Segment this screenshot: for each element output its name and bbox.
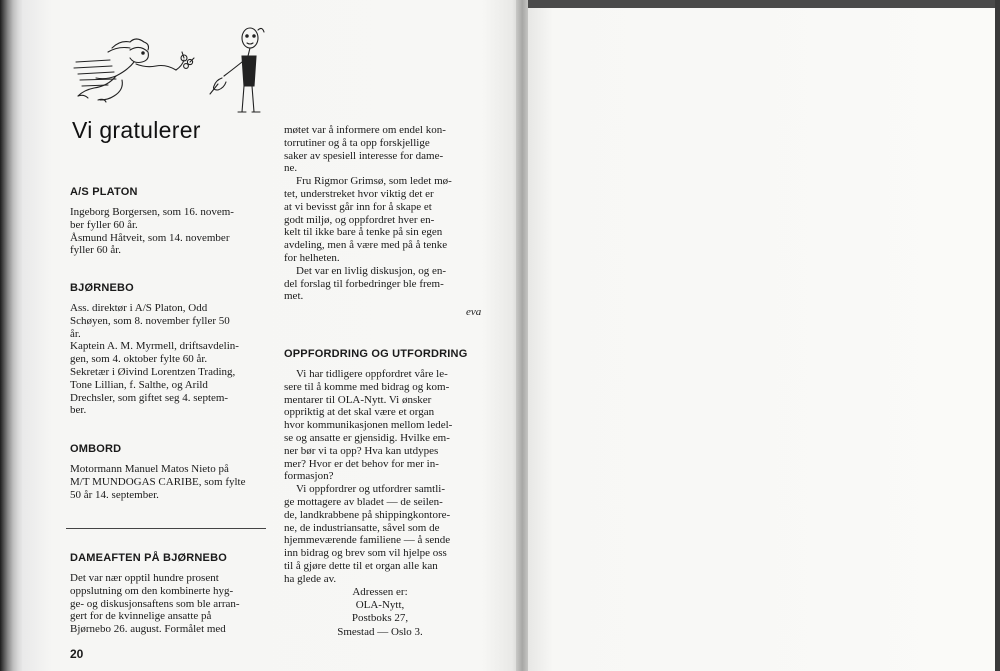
section-bjornebo-body [70,302,272,417]
text-line: ner bør vi ta opp? Hva kan utdypes [284,444,439,457]
text-line: møtet var å informere om endel kon- [284,124,446,136]
text-line: Ingeborg Borgersen, som 16. novem- [70,206,234,218]
contact-address [280,586,480,639]
section-ombord-body [70,463,272,501]
text-line: Vi oppfordrer og utfordrer samtli- [296,483,446,496]
text-line: M/T MUNDOGAS CARIBE, som fylte [70,475,246,488]
section-dameaften-body [70,572,272,636]
cartoon-illustration [72,22,282,118]
text-line: saker av spesiell interesse for dame- [284,149,444,162]
address-line: OLA-Nytt, [355,599,405,612]
text-line: se og ansatte er gjensidig. Hvilke em- [284,431,450,444]
dameaften-continuation [284,124,486,303]
text-line: sere til å komme med bidrag og kom- [284,380,450,393]
text-line: ne, de industriansatte, såvel som de [284,521,440,534]
text-line: Vi har tidligere oppfordret våre le- [296,368,448,380]
text-line: de, landkrabbene på shippingkontore- [284,508,451,521]
text-line: ne. [284,162,298,175]
text-line: met. [284,290,304,303]
heading-oppfordring: OPPFORDRING OG UTFORDRING [284,348,468,360]
text-line: til å gjøre dette til et organ alle kan [284,559,438,572]
author-signature: eva [466,306,482,318]
scan-edge-right [995,0,1000,671]
heading-dameaften: DAMEAFTEN PÅ BJØRNEBO [70,552,227,564]
text-line: kelt til ikke bare å tenke på sin egen [284,226,443,239]
address-line: Postboks 27, [351,612,409,625]
text-line: Schøyen, som 8. november fyller 50 [70,314,230,327]
page-title: Vi gratulerer [72,117,201,143]
text-line: Drechsler, som giftet seg 4. septem- [70,391,229,404]
text-line: avdeling, men å være med på å tenke [284,239,448,252]
text-line: Det var en livlig diskusjon, og en- [296,264,447,277]
scan-edge-top [528,0,1000,8]
text-line: Det var nær opptil hundre prosent [70,572,219,584]
text-line: torrutiner og å ta opp forskjellige [284,136,430,149]
heading-bjornebo: BJØRNEBO [70,282,134,294]
text-line: Tone Lillian, f. Salthe, og Arild [70,378,208,391]
text-line: ber. [70,404,87,417]
text-line: ge- og diskusjonsaftens som ble arran- [70,597,240,610]
text-line: Kaptein A. M. Myrmell, driftsavdelin- [70,340,239,353]
text-line: Motormann Manuel Matos Nieto på [70,463,229,475]
heading-as-platon: A/S PLATON [70,186,138,198]
text-line: gert for de kvinnelige ansatte på [70,610,212,623]
section-as-platon-body [70,206,272,257]
text-line: mer? Hvor er det behov for mer in- [284,457,439,470]
text-line: Sekretær i Øivind Lorentzen Trading, [70,365,236,378]
text-line: Ass. direktør i A/S Platon, Odd [70,302,208,314]
text-line: fyller 60 år. [70,244,122,257]
text-line: del forslag til forbedringer ble frem- [284,277,444,290]
text-line: ge mottagere av bladet — de seilen- [284,495,443,508]
text-line: godt miljø, og oppfordret hver en- [284,213,435,226]
text-line: ber fyller 60 år. [70,218,138,231]
text-line: Fru Rigmor Grimsø, som ledet mø- [296,175,452,188]
text-line: Åsmund Håtveit, som 14. november [70,231,230,244]
address-line: Smestad — Oslo 3. [337,625,423,638]
text-line: ha glede av. [284,572,337,585]
section-divider [66,528,266,529]
text-line: 50 år 14. september. [70,488,159,501]
text-line: gen, som 4. oktober fylte 60 år. [70,353,208,366]
page-number: 20 [70,647,84,661]
text-line: oppriktig at det skal være et organ [284,406,435,419]
text-line: mentarer til OLA-Nytt. Vi ønsker [284,393,432,406]
text-line: år. [70,327,81,340]
text-line: inn bidrag og brev som vil hjelpe oss [284,547,447,560]
text-line: for helheten. [284,251,340,264]
text-line: hvor kommunikasjonen mellom ledel- [284,419,453,432]
right-page-blank [528,8,996,671]
text-line: oppslutning om den kombinerte hyg- [70,584,234,597]
section-oppfordring-body [284,368,486,586]
heading-ombord: OMBORD [70,443,122,455]
binding-edge [0,0,22,671]
address-line: Adressen er: [352,586,408,598]
text-line: at vi bevisst går inn for å skape et [284,200,432,213]
text-line: formasjon? [284,470,334,483]
text-line: hjemmeværende familiene — å sende [284,534,451,547]
text-line: Bjørnebo 26. august. Formålet med [70,623,226,636]
text-line: tet, understreket hvor viktig det er [284,187,434,200]
